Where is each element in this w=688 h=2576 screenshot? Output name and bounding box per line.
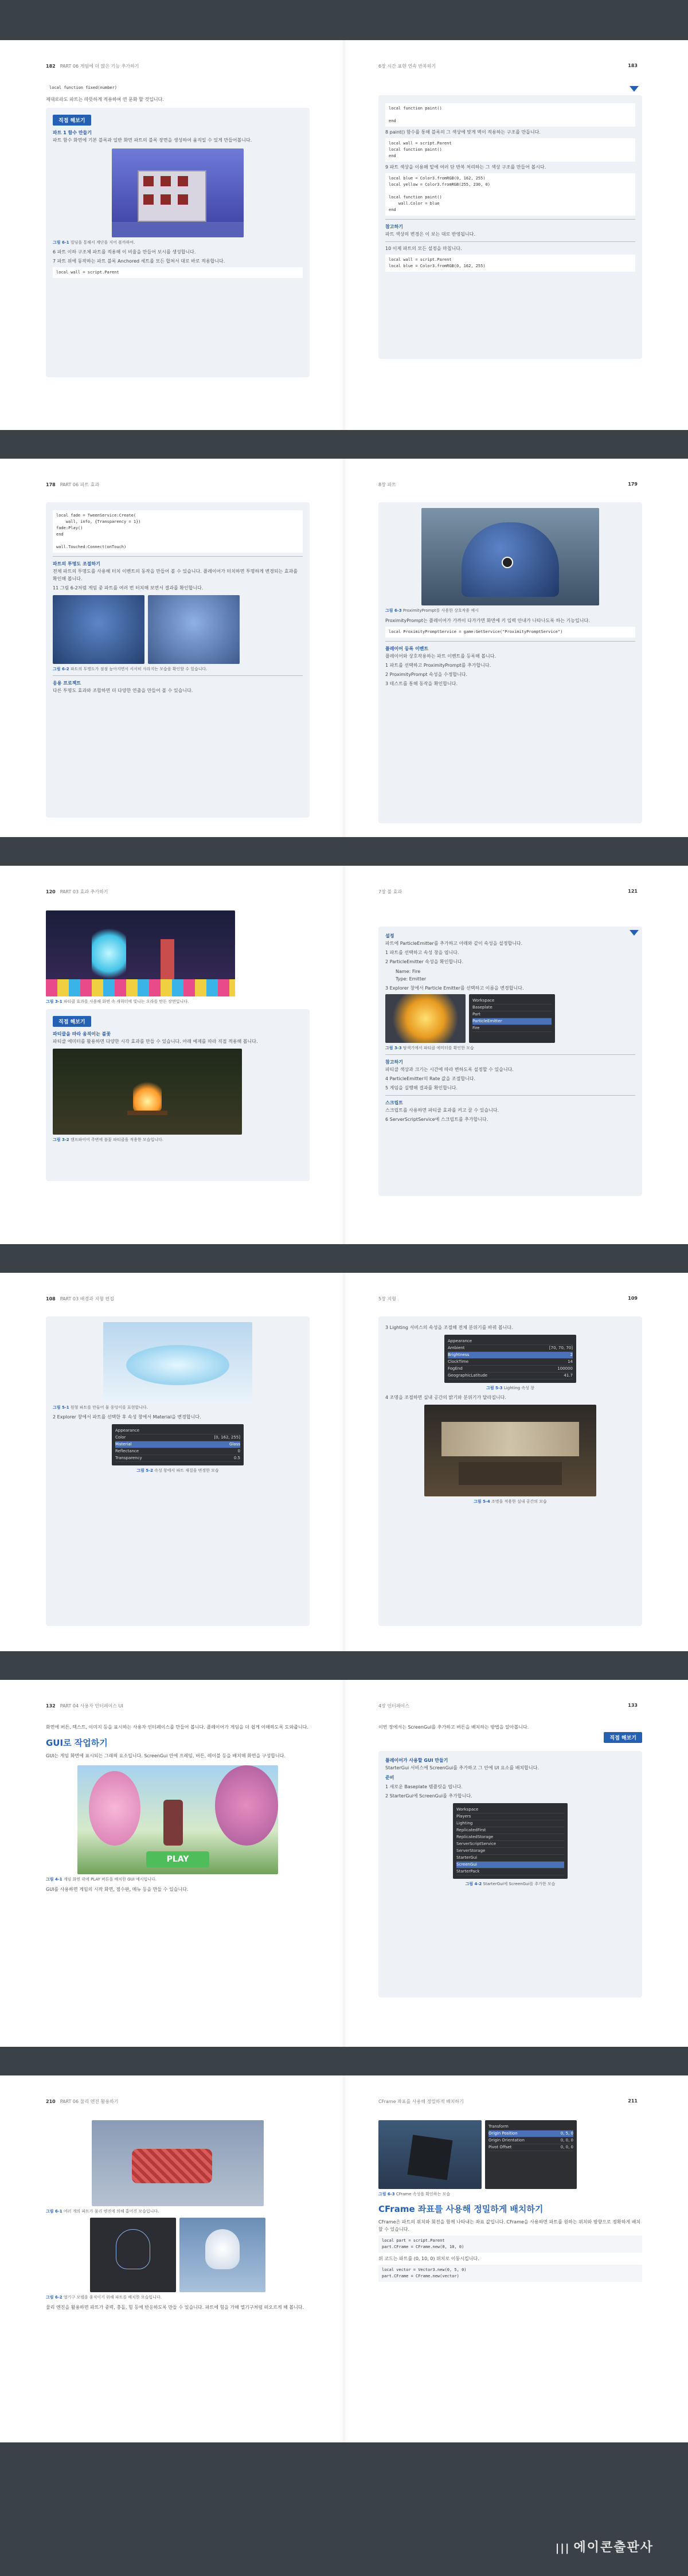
play-button[interactable]: PLAY (146, 1851, 209, 1867)
box-text: 플레이어와 상호작용하는 파트 이벤트를 등록해 봅니다. (385, 654, 496, 659)
tree-item[interactable]: ReplicatedFirst (456, 1827, 564, 1834)
page-header (46, 1296, 310, 1302)
spread-3 (0, 866, 688, 1244)
property-name: GeographicLatitude (448, 1373, 488, 1378)
cube-faded-image (148, 595, 240, 664)
page-left (0, 1680, 344, 2047)
page-header (378, 889, 642, 895)
property-name: Material (115, 1442, 132, 1447)
page-header (46, 63, 310, 69)
practice-box (46, 108, 310, 377)
tree-item[interactable]: Players (456, 1813, 564, 1820)
chapter-title: PART 03 배경과 지형 편집 (60, 1296, 114, 1301)
box-text: 파트 함수 화면에 기본 블록과 일반 화면 파트의 블록 장면을 생성하여 움직일 수 있게 만들어봅니다. (53, 138, 252, 143)
note-heading: 참고하기 (385, 1060, 403, 1065)
box-text: 파트에 ParticleEmitter를 추가하고 아래와 같이 속성을 설정합니다. (385, 941, 523, 946)
caption-number: 그림 4-1 (46, 1877, 62, 1882)
step: 3 테스트를 통해 동작을 확인합니다. (385, 681, 458, 686)
water-pool-image (103, 1322, 252, 1402)
step: 10 이제 파트의 모든 설정을 마칩니다. (385, 246, 462, 251)
tree-item[interactable]: StarterPack (456, 1869, 564, 1875)
page-number: 132 (46, 1703, 56, 1709)
explorer-panel (469, 994, 555, 1043)
code-block: local function paint() end (385, 103, 635, 127)
spread-4 (0, 1273, 688, 1651)
property-value: 0, 0, 0 (560, 2145, 573, 2149)
caption-text: 여러 개의 파트가 물리 엔진에 의해 흩어진 모습입니다. (63, 2209, 159, 2214)
step: 11 그림 6-2처럼 게임 중 파트를 여러 번 터치해 보면서 결과를 확인합니다. (53, 585, 204, 591)
box-title: 직접 해보기 (53, 1016, 91, 1027)
note-text: 파트 색상의 변경은 이 보는 대로 반영됩니다. (385, 232, 475, 237)
image-pair (378, 2120, 642, 2189)
properties-panel (112, 1424, 244, 1465)
publisher-logo (556, 2538, 654, 2555)
box-heading: 파트의 투명도 조절하기 (53, 561, 100, 566)
property-line: Type: Emitter (396, 976, 427, 982)
property-name: Origin Position (488, 2131, 518, 2136)
page-number: 182 (46, 64, 56, 69)
property-value: [0, 162, 255] (214, 1435, 240, 1440)
property-name: Appearance (448, 1339, 472, 1343)
step: 1 새로운 Baseplate 템플릿을 엽니다. (385, 1784, 463, 1789)
body-text: 이번 장에서는 ScreenGui를 추가하고 버튼을 배치하는 방법을 알아봅니다. (378, 1725, 529, 1730)
spread-6 (0, 2075, 688, 2442)
caption-text: CFrame 속성을 확인하는 모습 (396, 2192, 451, 2196)
property-row[interactable] (448, 1359, 573, 1366)
figure-caption (46, 1877, 310, 1882)
page-header (46, 889, 310, 895)
chapter-title: CFrame 좌표를 사용해 정밀하게 배치하기 (378, 2099, 464, 2104)
caption-text: 탐색기에서 파티클 에미터를 확인한 모습 (402, 1046, 474, 1050)
page-right (344, 1273, 688, 1651)
page-header (378, 2098, 642, 2105)
step: 9 파트 색상을 이용해 밑에 여러 단 반복 처리하는 그 색상 구조를 만들어 봅시다. (385, 165, 546, 170)
property-row[interactable] (488, 2124, 573, 2131)
page-header (378, 1296, 642, 1302)
box-heading: 설정 (385, 933, 394, 939)
property-value: 0 (237, 1449, 240, 1453)
practice-box-continued (378, 502, 642, 823)
campfire-image (53, 1049, 242, 1135)
caption-number: 그림 5-4 (474, 1499, 490, 1504)
spread-5 (0, 1680, 688, 2047)
caption-text: 속성 창에서 파트 재질을 변경한 모습 (154, 1468, 219, 1473)
body-text: 제대로라도 파트는 따뜻하게 적용하여 연 문화 할 것입니다. (46, 97, 164, 102)
code-block: local part = script.Parent part.CFrame = CFrame.new(0, 10, 0) (378, 2235, 642, 2253)
property-name: ClockTime (448, 1359, 469, 1364)
caption-number: 그림 6-2 (53, 667, 69, 671)
particle-aura-image (46, 910, 235, 996)
property-row[interactable] (115, 1428, 240, 1434)
property-value: 0, 0, 0 (560, 2138, 573, 2143)
property-value: [70, 70, 70] (549, 1346, 573, 1350)
divider (385, 219, 635, 220)
property-name: Ambient (448, 1346, 465, 1350)
spread-1 (0, 40, 688, 430)
body-text: GUI를 사용하면 게임의 시작 화면, 점수판, 메뉴 등을 만들 수 있습니다. (46, 1887, 189, 1892)
figure-caption (46, 2208, 310, 2214)
caption-number: 그림 6-3 (378, 2192, 395, 2196)
tree-item[interactable]: Lighting (456, 1820, 564, 1827)
lighting-panel (444, 1335, 576, 1383)
code-block: local vector = Vector3.new(0, 5, 0) part.CFrame = CFrame.new(vector) (378, 2265, 642, 2282)
box-subheading: 준비 (385, 1775, 394, 1780)
marker-triangle-icon (630, 930, 639, 936)
page-number: 133 (628, 1703, 638, 1708)
page-header (46, 1703, 310, 1709)
box-text: 전체 파트의 투명도를 사용해 터치 이벤트의 동작을 만들어 볼 수 있습니다. 플레이어가 터치하면 투명하게 변경되는 효과를 확인해 봅니다. (53, 569, 298, 581)
section-heading: CFrame 좌표를 사용해 정밀하게 배치하기 (378, 2204, 544, 2214)
property-value: 14 (568, 1359, 573, 1364)
practice-box-continued (46, 502, 310, 818)
marker-triangle-icon (630, 86, 639, 92)
divider (53, 675, 303, 676)
scattered-parts-image (92, 2120, 264, 2206)
image-pair (385, 994, 635, 1043)
page-number: 178 (46, 482, 56, 487)
code-block: local wall = script.Parent (53, 267, 303, 278)
box-heading: 플레이어가 사용할 GUI 만들기 (385, 1758, 448, 1763)
chapter-title: PART 03 효과 추가하기 (60, 889, 108, 894)
divider (53, 556, 303, 557)
step: 2 ParticleEmitter 속성을 확인합니다. (385, 959, 464, 964)
divider (385, 1095, 635, 1096)
code-block: local blue = Color3.fromRGB(0, 162, 255) local yellow = Color3.fromRGB(255, 230, 0) local function paint() wall.Color = blue end (385, 173, 635, 216)
building-image (112, 148, 244, 237)
figure-caption (53, 1405, 303, 1410)
page-right (344, 459, 688, 837)
note-heading: 참고하기 (385, 224, 403, 229)
box-heading: 파티클을 따라 움직이는 불꽃 (53, 1031, 111, 1037)
caption-number: 그림 6-1 (53, 240, 69, 245)
balloon-editor-image (90, 2218, 176, 2292)
tree-item[interactable]: ServerStorage (456, 1848, 564, 1855)
tree-item[interactable]: ReplicatedStorage (456, 1834, 564, 1841)
page-left (0, 866, 344, 1244)
practice-box-continued (46, 1316, 310, 1626)
caption-text: 게임 화면 위에 PLAY 버튼을 배치한 GUI 예시입니다. (63, 1877, 157, 1882)
cube-image (53, 595, 144, 664)
box-heading: 파트 1 함수 만들기 (53, 130, 92, 135)
note-text: 파티클 색상과 크기는 시간에 따라 변하도록 설정할 수 있습니다. (385, 1067, 514, 1072)
figure-caption (385, 1385, 635, 1391)
step: 7 파트 위에 동작하는 파트 블록 Anchored 세트를 모든 합쳐서 대로 바로 적용합니다. (53, 259, 225, 264)
page-header (46, 2098, 310, 2105)
body-text: GUI는 게임 화면에 표시되는 그래픽 요소입니다. ScreenGui 안에 프레임, 버튼, 레이블 등을 배치해 화면을 구성합니다. (46, 1753, 286, 1758)
tree-item[interactable]: Fire (472, 1025, 552, 1032)
chapter-title: PART 04 사용자 인터페이스 UI (60, 1703, 123, 1709)
step: 4 ParticleEmitter의 Rate 값을 조절합니다. (385, 1076, 476, 1081)
divider (385, 641, 635, 642)
figure-caption (378, 2191, 642, 2197)
body-text: 화면에 버튼, 텍스트, 이미지 등을 표시하는 사용자 인터페이스를 만들어 봅니다. 플레이어가 게임을 더 쉽게 이해하도록 도와줍니다. (46, 1725, 308, 1730)
step: 8 paint() 함수를 통해 블록의 그 색상에 맞게 벽이 적용하는 구조를 만듭니다. (385, 130, 541, 135)
page-number: 211 (628, 2098, 638, 2104)
step: 2 ProximityPrompt 속성을 수정합니다. (385, 672, 468, 677)
property-row[interactable] (448, 1366, 573, 1373)
figure-caption (385, 1499, 635, 1504)
caption-text: 캠프파이어 주변에 불꽃 파티클을 적용한 모습입니다. (70, 1137, 163, 1142)
tree-item[interactable]: Part (472, 1011, 552, 1018)
figure-caption (385, 1045, 635, 1051)
page-right (344, 2075, 688, 2442)
body-text: 위 코드는 파트를 (0, 10, 0) 위치로 이동시킵니다. (378, 2256, 479, 2261)
page-right (344, 866, 688, 1244)
fire-particle-image (385, 994, 466, 1043)
property-name: Reflectance (115, 1449, 139, 1453)
page-left (0, 459, 344, 837)
property-row[interactable] (115, 1448, 240, 1455)
chapter-title: 4장 인터페이스 (378, 1703, 410, 1709)
practice-box-continued (378, 95, 642, 359)
tree-item[interactable]: ServerScriptService (456, 1841, 564, 1848)
step: 5 게임을 실행해 결과를 확인합니다. (385, 1085, 458, 1090)
step: 4 조명을 조절하면 실내 공간의 밝기와 분위기가 달라집니다. (385, 1395, 506, 1400)
chapter-title: PART 06 물리 엔진 활용하기 (60, 2099, 119, 2104)
property-name: Origin Orientation (488, 2138, 525, 2143)
caption-number: 그림 4-2 (465, 1882, 482, 1886)
code-block: local function fixed(number) (46, 83, 310, 93)
figure-caption (46, 999, 310, 1004)
tip-heading: 응용 프로젝트 (53, 681, 81, 686)
page-number: 120 (46, 889, 56, 894)
page-number: 210 (46, 2099, 56, 2104)
caption-number: 그림 5-1 (53, 1405, 69, 1410)
page-left (0, 2075, 344, 2442)
balloon-render-image (179, 2218, 265, 2292)
property-row[interactable] (115, 1455, 240, 1462)
caption-number: 그림 5-3 (486, 1386, 503, 1390)
property-row-selected[interactable] (488, 2131, 573, 2137)
box-text: 스크립트를 사용하면 파티클 효과를 켜고 끌 수 있습니다. (385, 1108, 499, 1113)
cube-scene-image (378, 2120, 482, 2189)
publisher-name: 에이콘출판사 (573, 2540, 654, 2555)
step: 3 Explorer 창에서 Particle Emitter를 선택하고 이름을 변경합니다. (385, 986, 524, 991)
dome-image (421, 508, 599, 605)
page-number: 179 (628, 482, 638, 487)
box-title: 직접 해보기 (604, 1732, 642, 1743)
property-value: 0, 5, 0 (560, 2131, 573, 2136)
tree-item[interactable]: Workspace (456, 1807, 564, 1813)
property-row[interactable] (448, 1338, 573, 1345)
property-row[interactable] (488, 2144, 573, 2151)
box-title-row (378, 1731, 642, 1746)
box-text: ProximityPrompt는 플레이어가 가까이 다가가면 화면에 키 입력 안내가 나타나도록 하는 기능입니다. (385, 618, 590, 623)
property-value: 0.5 (233, 1456, 240, 1460)
step: 1 파트를 선택하고 ProximityPrompt를 추가합니다. (385, 663, 491, 668)
page-number: 183 (628, 63, 638, 68)
image-pair (46, 2218, 310, 2292)
page-right (344, 40, 688, 430)
caption-text: ProximityPrompt를 사용한 상호작용 예시 (402, 608, 479, 613)
property-row[interactable] (448, 1373, 573, 1379)
practice-box (378, 1751, 642, 1998)
page-number: 109 (628, 1296, 638, 1301)
gui-game-image (77, 1765, 278, 1874)
property-name: Appearance (115, 1428, 140, 1433)
caption-number: 그림 5-2 (136, 1468, 153, 1473)
code-block: local wall = script.Parent local blue = Color3.fromRGB(0, 162, 255) (385, 255, 635, 272)
caption-number: 그림 3-1 (46, 999, 62, 1004)
image-pair (53, 595, 303, 664)
page-right (344, 1680, 688, 2047)
page-left (0, 1273, 344, 1651)
box-title: 직접 해보기 (53, 115, 91, 126)
chapter-title: PART 06 파트 효과 (60, 482, 100, 487)
step: 2 StarterGui에 ScreenGui를 추가합니다. (385, 1793, 472, 1799)
code-block: local fade = TweenService:Create( wall, info, {Transparency = 1}) fade:Play() end wall.Touched:Connect(onTouch) (53, 510, 303, 553)
tip-text: 다른 투명도 효과와 조합하면 더 다양한 연출을 만들어 볼 수 있습니다. (53, 688, 193, 693)
tree-item[interactable]: StarterGui (456, 1855, 564, 1862)
chapter-title: PART 06 게임에 더 많은 기능 추가하기 (60, 64, 139, 69)
body-text: 물리 엔진을 활용하면 파트가 중력, 충돌, 힘 등에 반응하도록 만들 수 있습니다. 파트에 힘을 가해 열기구처럼 떠오르게 해 봅니다. (46, 2305, 304, 2310)
caption-text: 빌딩을 통해서 계단을 지어 볼까하여. (70, 240, 135, 245)
property-name: Brightness (448, 1353, 470, 1357)
box-text: StarterGui 서비스에 ScreenGui를 추가하고 그 안에 UI 요소를 배치합니다. (385, 1765, 539, 1770)
property-line: Name: Fire (396, 969, 421, 974)
explorer-panel (453, 1803, 568, 1879)
property-row-selected[interactable] (448, 1352, 573, 1359)
caption-number: 그림 6-1 (46, 2209, 62, 2214)
property-row-selected[interactable] (115, 1441, 240, 1448)
box-heading: 플레이어 등록 이벤트 (385, 646, 429, 651)
step: 3 Lighting 서비스의 속성을 조절해 전체 분위기를 바꿔 봅니다. (385, 1325, 513, 1330)
practice-box-continued (378, 927, 642, 1196)
figure-caption (385, 1881, 635, 1887)
property-name: Pivot Offset (488, 2145, 512, 2149)
box-text: 파티클 에미터를 활용하면 다양한 시각 효과를 만들 수 있습니다. 아래 예제를 따라 직접 적용해 봅니다. (53, 1039, 258, 1044)
divider (385, 241, 635, 242)
property-name: Transparency (115, 1456, 142, 1460)
property-value: Glass (229, 1442, 240, 1447)
page-left (0, 40, 344, 430)
section-heading: GUI로 작업하기 (46, 1738, 108, 1748)
property-value: 100000 (557, 1366, 573, 1371)
figure-caption (53, 240, 303, 245)
page-number: 121 (628, 889, 638, 894)
step: 6 파트 이하 구조체 파트를 적용해 이 비율을 만들어 보시를 생성합니다. (53, 249, 196, 255)
caption-text: StarterGui에 ScreenGui를 추가한 모습 (483, 1882, 556, 1886)
property-row[interactable] (448, 1345, 573, 1352)
property-name: Color (115, 1435, 126, 1440)
caption-number: 그림 6-3 (385, 608, 402, 613)
figure-caption (53, 1137, 303, 1143)
step: 6 ServerScriptService에 스크립트를 추가합니다. (385, 1117, 488, 1122)
spread-2 (0, 459, 688, 837)
property-value: 41.7 (564, 1373, 573, 1378)
caption-number: 그림 3-3 (385, 1046, 402, 1050)
body-text: CFrame은 파트의 위치와 회전을 함께 나타내는 좌표 값입니다. CFrame을 사용하면 파트를 원하는 위치와 방향으로 정확하게 배치할 수 있습니다. (378, 2219, 641, 2232)
caption-text: 파티클 효과를 사용해 화면 속 캐릭터에 빛나는 오라를 만든 장면입니다. (63, 999, 189, 1004)
caption-text: 열기구 모델을 움직이기 위해 파트를 배치한 모습입니다. (63, 2295, 162, 2300)
caption-text: Lighting 속성 창 (503, 1386, 534, 1390)
figure-caption (46, 2294, 310, 2300)
practice-box (46, 1009, 310, 1181)
step: 2 Explorer 창에서 파트를 선택한 후 속성 창에서 Material을 변경합니다. (53, 1414, 201, 1420)
tree-item[interactable]: Workspace (472, 998, 552, 1004)
chapter-title: 7장 불 효과 (378, 889, 402, 894)
figure-caption (53, 666, 303, 672)
practice-box-continued (378, 1316, 642, 1626)
page-header (378, 1703, 642, 1709)
property-value: 2 (570, 1353, 573, 1357)
page-header (378, 63, 642, 69)
page-header (378, 482, 642, 488)
publisher-logo-icon: ||| (555, 2542, 570, 2554)
caption-number: 그림 6-2 (46, 2295, 62, 2300)
divider (385, 1054, 635, 1055)
interior-room-image (424, 1405, 596, 1496)
chapter-title: 8장 파트 (378, 482, 396, 487)
caption-number: 그림 3-2 (53, 1137, 69, 1142)
box-heading: 스크립트 (385, 1100, 403, 1105)
tree-item-selected[interactable]: ScreenGui (456, 1862, 564, 1869)
property-row[interactable] (115, 1434, 240, 1441)
transform-panel (485, 2120, 577, 2189)
property-name: Transform (488, 2124, 509, 2129)
figure-caption (385, 608, 635, 613)
code-block: local wall = script.Parent local function paint() end (385, 138, 635, 162)
tree-item[interactable]: Baseplate (472, 1004, 552, 1011)
code-block: local ProximityPromptService = game:GetService("ProximityPromptService") (385, 627, 635, 638)
property-row[interactable] (488, 2137, 573, 2144)
caption-text: 파트의 투명도가 점점 높아지면서 서서히 사라지는 모습을 확인할 수 있습니다. (70, 667, 208, 671)
caption-text: 원형 파트를 만들어 물 웅덩이를 표현합니다. (70, 1405, 148, 1410)
caption-text: 조명을 적용한 실내 공간의 모습 (491, 1499, 547, 1504)
step: 1 파트를 선택하고 속성 창을 엽니다. (385, 950, 459, 955)
chapter-title: 6장 시간 표현 연속 반복하기 (378, 64, 436, 69)
tree-item-selected[interactable]: ParticleEmitter (472, 1018, 552, 1025)
page-header (46, 482, 310, 488)
property-name: FogEnd (448, 1366, 463, 1371)
figure-caption (53, 1468, 303, 1473)
page-number: 108 (46, 1296, 56, 1301)
chapter-title: 5장 지형 (378, 1296, 396, 1301)
